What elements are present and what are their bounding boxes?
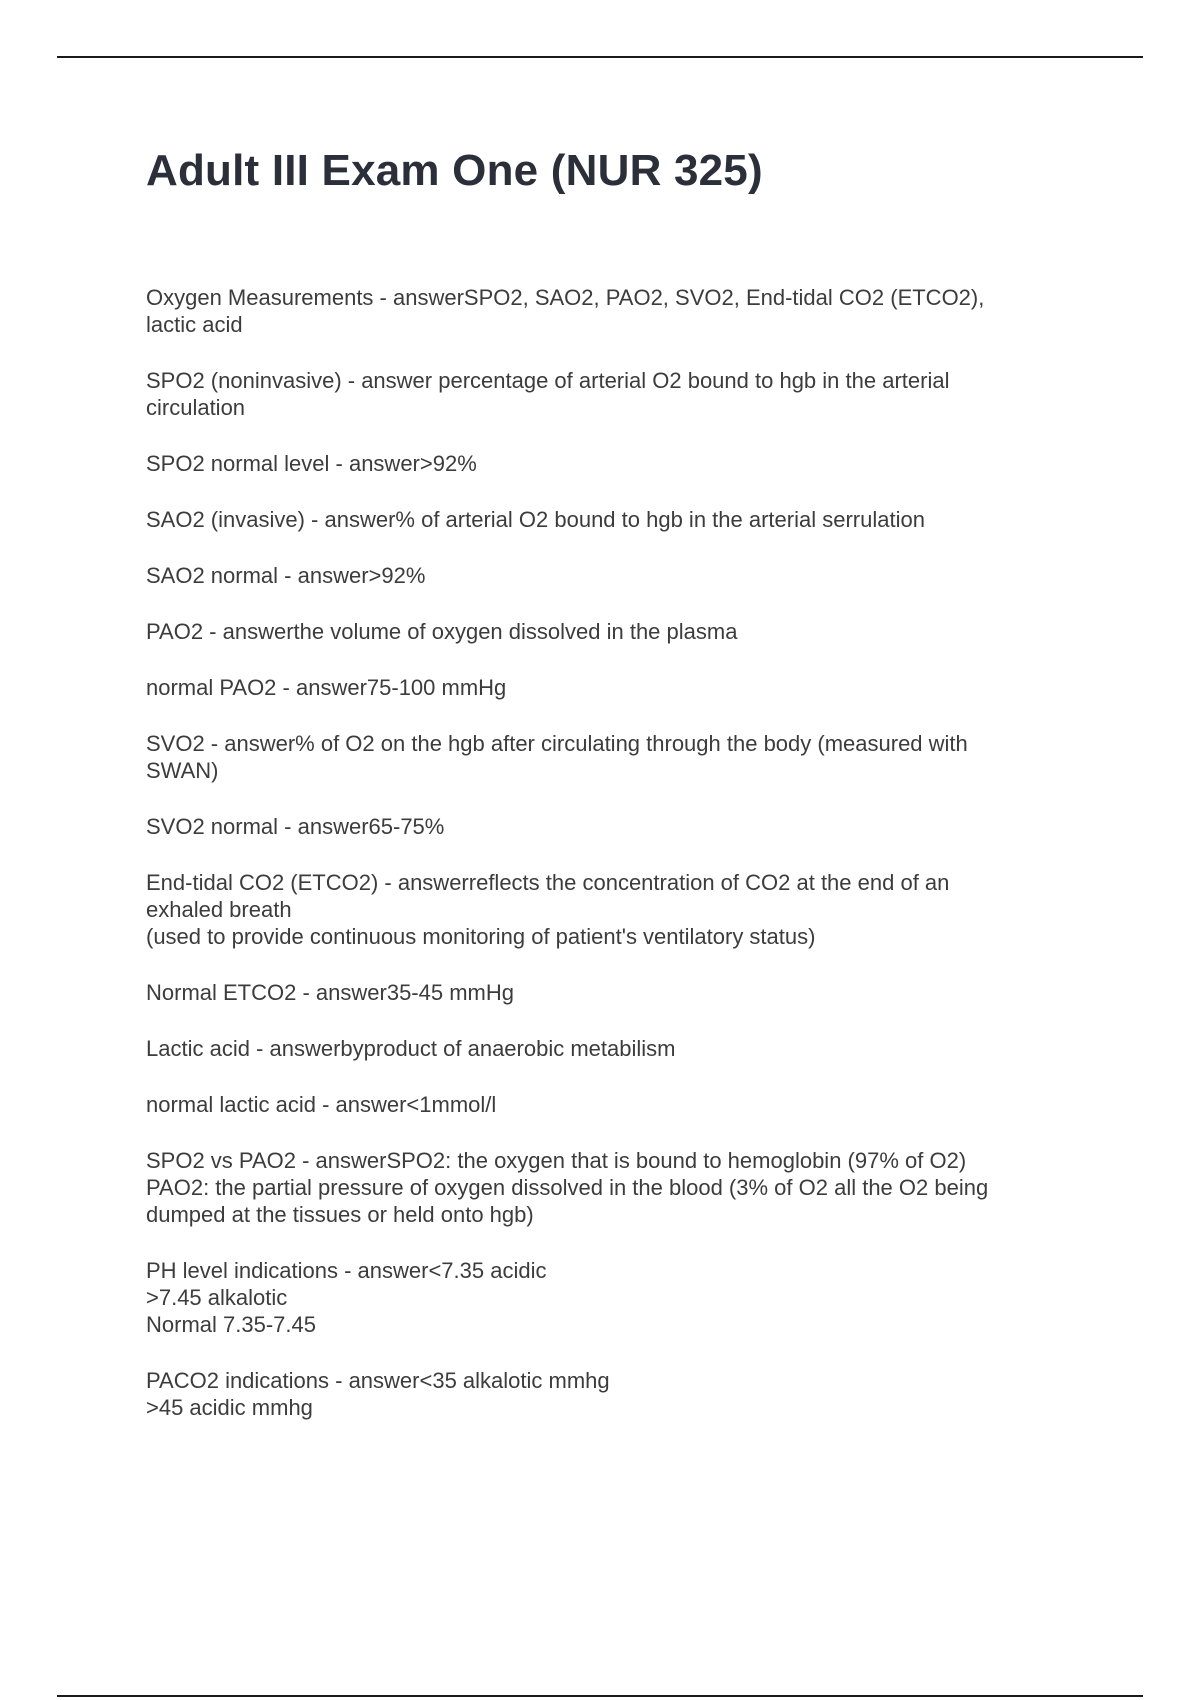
flashcard-entry [146,562,1086,589]
entry-line: End-tidal CO2 (ETCO2) - answerreflects the concentration of CO2 at the end of an [146,870,950,895]
flashcard-entry [146,730,1086,784]
entry-line: >45 acidic mmhg [146,1395,313,1420]
page-title: Adult III Exam One (NUR 325) [146,146,763,195]
entry-line: normal PAO2 - answer75-100 mmHg [146,675,507,700]
entry-line: (used to provide continuous monitoring of patient's ventilatory status) [146,924,816,949]
entry-line: Oxygen Measurements - answerSPO2, SAO2, PAO2, SVO2, End-tidal CO2 (ETCO2), [146,285,985,310]
flashcard-entry [146,869,1086,950]
entry-line: Lactic acid - answerbyproduct of anaerobic metabilism [146,1036,676,1061]
entry-line: dumped at the tissues or held onto hgb) [146,1202,534,1227]
entry-line: PAO2 - answerthe volume of oxygen dissolved in the plasma [146,619,738,644]
flashcard-entry [146,1147,1086,1228]
entry-line: SPO2 (noninvasive) - answer percentage of arterial O2 bound to hgb in the arterial [146,368,950,393]
entry-line: Normal ETCO2 - answer35-45 mmHg [146,980,514,1005]
entry-line: PACO2 indications - answer<35 alkalotic mmhg [146,1368,610,1393]
flashcard-entry [146,367,1086,421]
entry-line: lactic acid [146,312,243,337]
entry-line: SPO2 normal level - answer>92% [146,451,477,476]
flashcard-list [146,284,1086,1450]
flashcard-entry [146,1091,1086,1118]
entry-line: normal lactic acid - answer<1mmol/l [146,1092,497,1117]
flashcard-entry [146,674,1086,701]
entry-line: SVO2 normal - answer65-75% [146,814,445,839]
flashcard-entry [146,618,1086,645]
flashcard-entry [146,506,1086,533]
top-divider [57,56,1143,58]
flashcard-entry [146,1367,1086,1421]
entry-line: Normal 7.35-7.45 [146,1312,316,1337]
flashcard-entry [146,450,1086,477]
entry-line: SPO2 vs PAO2 - answerSPO2: the oxygen that is bound to hemoglobin (97% of O2) [146,1148,967,1173]
flashcard-entry [146,1035,1086,1062]
flashcard-entry [146,1257,1086,1338]
entry-line: circulation [146,395,246,420]
entry-line: PAO2: the partial pressure of oxygen dissolved in the blood (3% of O2 all the O2 being [146,1175,989,1200]
bottom-divider [57,1695,1143,1697]
entry-line: exhaled breath [146,897,292,922]
entry-line: SAO2 normal - answer>92% [146,563,426,588]
entry-line: SVO2 - answer% of O2 on the hgb after circulating through the body (measured with [146,731,968,756]
flashcard-entry [146,284,1086,338]
entry-line: PH level indications - answer<7.35 acidic [146,1258,547,1283]
entry-line: SAO2 (invasive) - answer% of arterial O2 bound to hgb in the arterial serrulation [146,507,925,532]
entry-line: SWAN) [146,758,219,783]
flashcard-entry [146,979,1086,1006]
flashcard-entry [146,813,1086,840]
entry-line: >7.45 alkalotic [146,1285,288,1310]
